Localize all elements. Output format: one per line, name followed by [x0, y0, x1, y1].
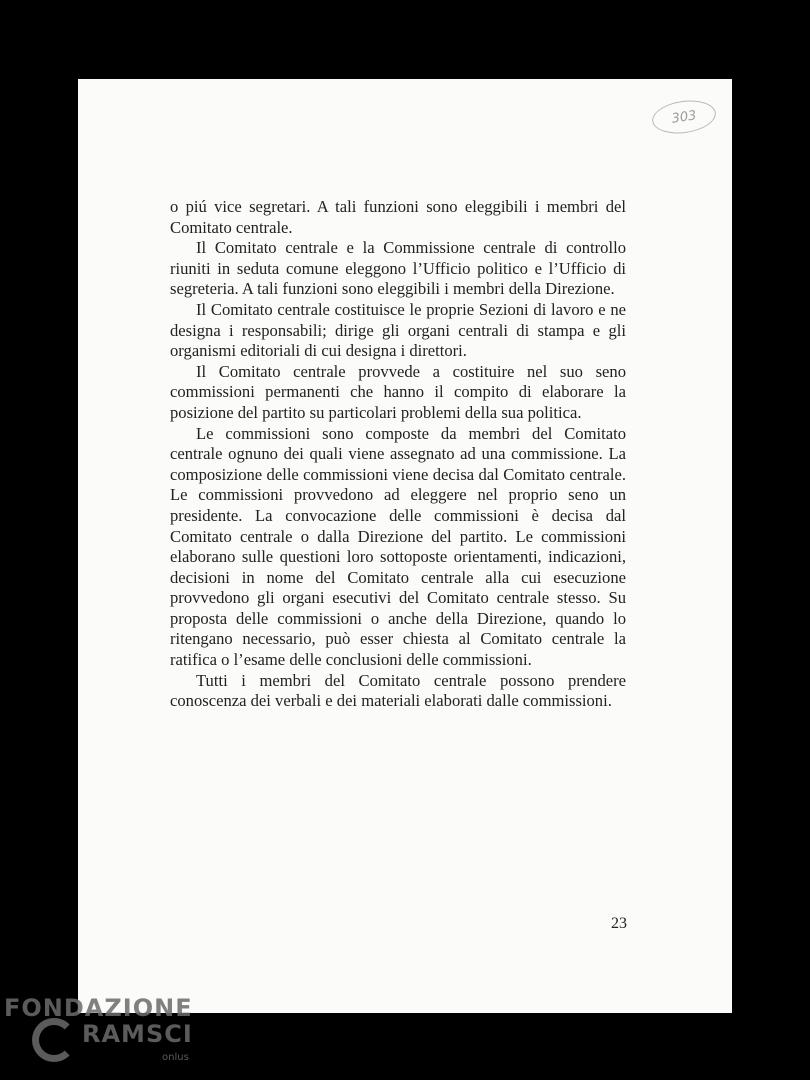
- page-number: 23: [611, 915, 627, 932]
- paragraph-5: Le commissioni sono composte da membri del Comitato centrale ognuno dei quali viene assegnato ad una commissione. La composizione delle commissioni viene decisa dal Comitato centrale. Le commissioni provvedono ad eleggere nel proprio seno un presidente. La convocazione delle commissioni è decisa dal Comitato centrale o dalla Direzione del partito. Le commissioni elaborano sulle questioni loro sottoposte orientamenti, indicazioni, decisioni in nome del Comitato centrale alla cui esecuzione provvedono gli organi esecutivi del Comitato centrale stesso. Su proposta delle commissioni o anche della Direzione, quando lo ritengano necessario, può esser chiesta al Comitato centrale la ratifica o l’esame delle conclusioni delle commissioni.: [170, 423, 626, 670]
- archive-number-stamp: [650, 97, 718, 138]
- paragraph-4: Il Comitato centrale provvede a costituire nel suo seno commissioni permanenti che hanno il compito di elaborare la posizione del partito su particolari problemi della sua politica.: [170, 361, 626, 422]
- paragraph-2: Il Comitato centrale e la Commissione centrale di controllo riuniti in seduta comune eleggono l’Ufficio politico e l’Ufficio di segreteria. A tali funzioni sono eleggibili i membri della Direzione.: [170, 238, 626, 299]
- document-page: [78, 79, 732, 1013]
- logo-g-icon: [32, 1018, 76, 1062]
- paragraph-1: o piú vice segretari. A tali funzioni sono eleggibili i membri del Comitato centrale.: [170, 197, 626, 237]
- body-text: [170, 197, 626, 712]
- logo-line-1: FONDAZIONE: [4, 994, 193, 1022]
- logo-onlus: onlus: [162, 1052, 189, 1063]
- logo-line-2: RAMSCI: [82, 1020, 193, 1048]
- fondazione-gramsci-logo: [0, 990, 220, 1080]
- paragraph-6: Tutti i membri del Comitato centrale possono prendere conoscenza dei verbali e dei materiali elaborati dalle commissioni.: [170, 670, 626, 711]
- paragraph-3: Il Comitato centrale costituisce le proprie Sezioni di lavoro e ne designa i responsabili; dirige gli organi centrali di stampa e gli organismi editoriali di cui designa i direttori.: [170, 299, 626, 361]
- archive-number: 303: [670, 107, 698, 127]
